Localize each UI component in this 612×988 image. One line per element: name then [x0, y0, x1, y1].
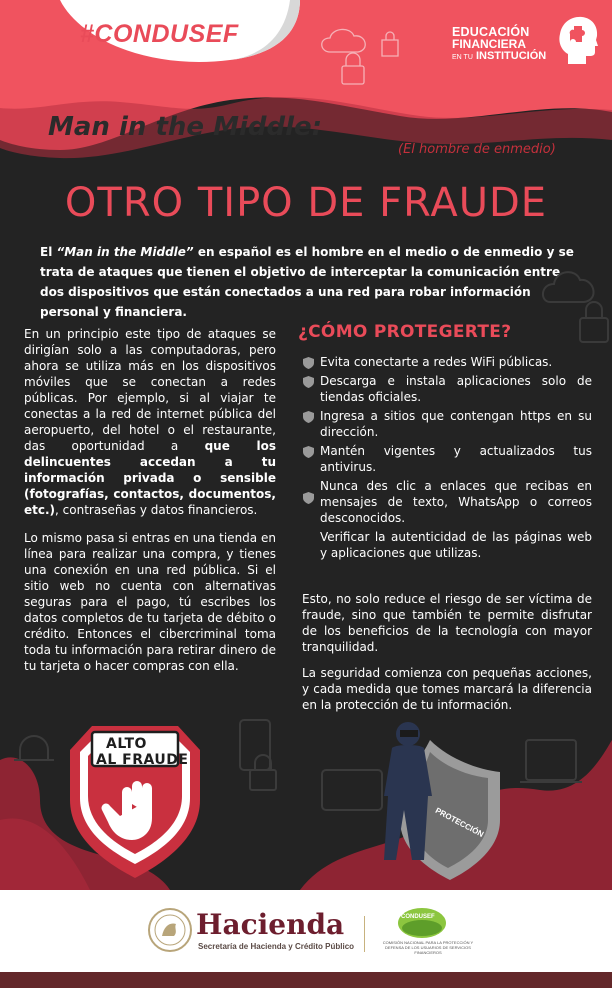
left-p1-end: , contraseñas y datos financieros. — [55, 503, 258, 517]
protect-title: ¿CÓMO PROTEGERTE? — [298, 322, 512, 342]
protect-list — [302, 354, 592, 564]
tip-text: Ingresa a sitios que contengan https en su dirección. — [320, 409, 592, 439]
tip-text: Mantén vigentes y actualizados tus antivirus. — [320, 444, 592, 474]
condusef-logo-text: CONDUSEF — [401, 914, 435, 920]
shield-bullet-icon — [303, 492, 314, 504]
list-item — [302, 478, 592, 526]
logo-line-2: FINANCIERA — [452, 37, 526, 51]
right-paragraph-2: La seguridad comienza con pequeñas acciones, y cada medida que tomes marcará la diferencia en la protección de tu información. — [302, 666, 592, 712]
left-paragraph-2: Lo mismo pasa si entras en una tienda en línea para realizar una compra, y tienes una conexión en una red pública. Si el sitio web no cuenta con alternativas seguras para el pago, tú escribes los datos completos de tu tarjeta de débito o crédito. Entonces el cibercriminal toma toda tu información para retirar dinero de tu tarjeta o hacer compras con ella. — [24, 531, 276, 673]
tip-text: Descarga e instala aplicaciones solo de tiendas oficiales. — [320, 374, 592, 404]
shield-label: PROTECCIÓN — [433, 806, 486, 839]
intro-lead: El — [40, 245, 57, 259]
condusef-subtitle: COMISIÓN NACIONAL PARA LA PROTECCIÓN Y DEFENSA DE LOS USUARIOS DE SERVICIOS FINANCIEROS — [382, 940, 474, 955]
fraud-illustration — [0, 700, 612, 890]
shield-bullet-icon — [303, 357, 314, 369]
hacienda-logo-text: Hacienda — [196, 908, 345, 941]
stop-sign-line-1: ALTO — [106, 736, 147, 752]
mexico-seal-icon — [148, 906, 192, 954]
subtitle: (El hombre de enmedio) — [398, 142, 556, 157]
tip-text: Verificar la autenticidad de las páginas web y aplicaciones que utilizas. — [320, 530, 592, 560]
list-item — [302, 443, 592, 475]
tip-text: Evita conectarte a redes WiFi públicas. — [320, 355, 553, 369]
hacienda-subtitle: Secretaría de Hacienda y Crédito Público — [198, 942, 355, 951]
logo-line-3-small: EN TU — [452, 54, 473, 61]
educacion-financiera-logo — [452, 26, 546, 64]
intro-term: “Man in the Middle” — [56, 245, 194, 259]
shield-bullet-icon — [303, 411, 314, 423]
intro-rest: en español es el hombre en el medio o de enmedio y se trata de ataques que tienen el objetivo de interceptar la comunicación entre dos dispositivos que están conectados a una red para robar información personal y financiera. — [40, 245, 574, 319]
logo-line-1: EDUCACIÓN — [452, 25, 530, 39]
left-p1-bold: que los delincuentes accedan a tu información privada o sensible (fotografías, contactos, documentos, etc.) — [24, 439, 276, 517]
list-item — [302, 354, 592, 370]
page-title: Man in the Middle: — [48, 112, 323, 142]
stop-sign-line-2: AL FRAUDE — [96, 752, 189, 768]
footer-divider — [364, 916, 365, 952]
intro-paragraph — [40, 242, 580, 322]
footer-bar — [0, 972, 612, 988]
list-item — [302, 529, 592, 561]
hashtag: #CONDUSEF — [80, 20, 239, 48]
cloud-lock-decoration-icon — [540, 262, 612, 352]
tip-text: Nunca des clic a enlaces que recibas en mensajes de texto, WhatsApp o correos desconocidos. — [320, 479, 592, 525]
shield-bullet-icon — [303, 376, 314, 388]
shield-bullet-icon — [303, 446, 314, 458]
head-puzzle-icon — [558, 14, 598, 66]
logo-line-3: INSTITUCIÓN — [475, 50, 547, 62]
list-item — [302, 408, 592, 440]
right-paragraph-1: Esto, no solo reduce el riesgo de ser víctima de fraude, sino que también te permite disfrutar de los beneficios de la tecnología con mayor tranquilidad. — [302, 592, 592, 654]
condusef-logo-icon — [396, 906, 448, 940]
left-column — [24, 326, 276, 686]
left-p1-text: En un principio este tipo de ataques se dirigían solo a las computadoras, pero ahora se utiliza más en los dispositivos móviles que se conectan a redes públicas. Por ejemplo, si al viajar te conectas a la red de internet pública del aeropuerto, del hotel o el restaurante, das oportunidad a — [24, 327, 276, 453]
headline: OTRO TIPO DE FRAUDE — [64, 180, 548, 226]
left-paragraph-1 — [24, 326, 276, 518]
list-item — [302, 373, 592, 405]
